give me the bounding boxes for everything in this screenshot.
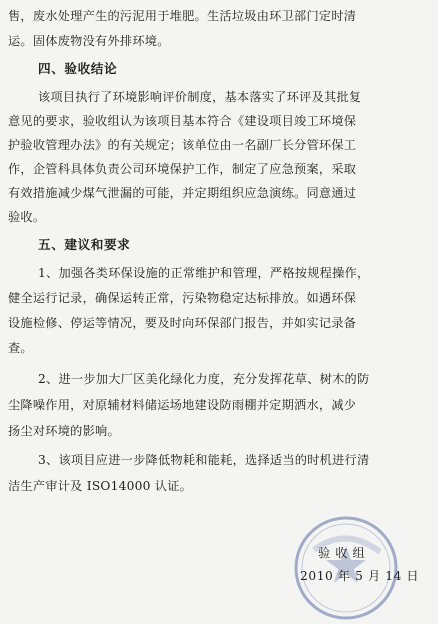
text-line: 作，企管科具体负责公司环境保护工作，制定了应急预案，采取 — [8, 162, 357, 176]
section-heading-suggestions: 五、建议和要求 — [38, 237, 131, 252]
text-line: 1、加强各类环保设施的正常维护和管理，严格按规程操作， — [38, 266, 370, 280]
text-line: 查。 — [8, 341, 33, 355]
text-line: 运。固体废物没有外排环境。 — [8, 34, 170, 48]
text-line: 验收。 — [8, 210, 46, 224]
text-line: 2、进一步加大厂区美化绿化力度，充分发挥花草、树木的防 — [38, 372, 370, 386]
text-line: 3、该项目应进一步降低物耗和能耗，选择适当的时机进行清 — [38, 453, 370, 467]
text-line: 健全运行记录，确保运转正常，污染物稳定达标排放。如遇环保 — [8, 291, 357, 305]
text-line: 设施检修、停运等情况，要及时向环保部门报告，并如实记录备 — [8, 316, 357, 330]
text-line: 售，废水处理产生的污泥用于堆肥。生活垃圾由环卫部门定时清 — [8, 9, 357, 23]
acceptance-group-label: 验 收 组 — [318, 546, 366, 560]
text-line: 洁生产审计及 ISO14000 认证。 — [8, 479, 193, 493]
text-line: 意见的要求，验收组认为该项目基本符合《建设项目竣工环境保 — [8, 114, 357, 128]
section-heading-acceptance-conclusion: 四、验收结论 — [38, 61, 118, 76]
signature-date: 2010 年 5 月 14 日 — [300, 569, 420, 583]
text-line: 尘降噪作用，对原辅材料储运场地建设防雨棚并定期洒水，减少 — [8, 398, 357, 412]
text-line: 扬尘对环境的影响。 — [8, 424, 120, 438]
text-line: 该项目执行了环境影响评价制度，基本落实了环评及其批复 — [38, 90, 362, 104]
text-line: 有效措施减少煤气泄漏的可能，并定期组织应急演练。同意通过 — [8, 186, 357, 200]
text-line: 护验收管理办法》的有关规定；该单位由一名副厂长分管环保工 — [8, 138, 357, 152]
